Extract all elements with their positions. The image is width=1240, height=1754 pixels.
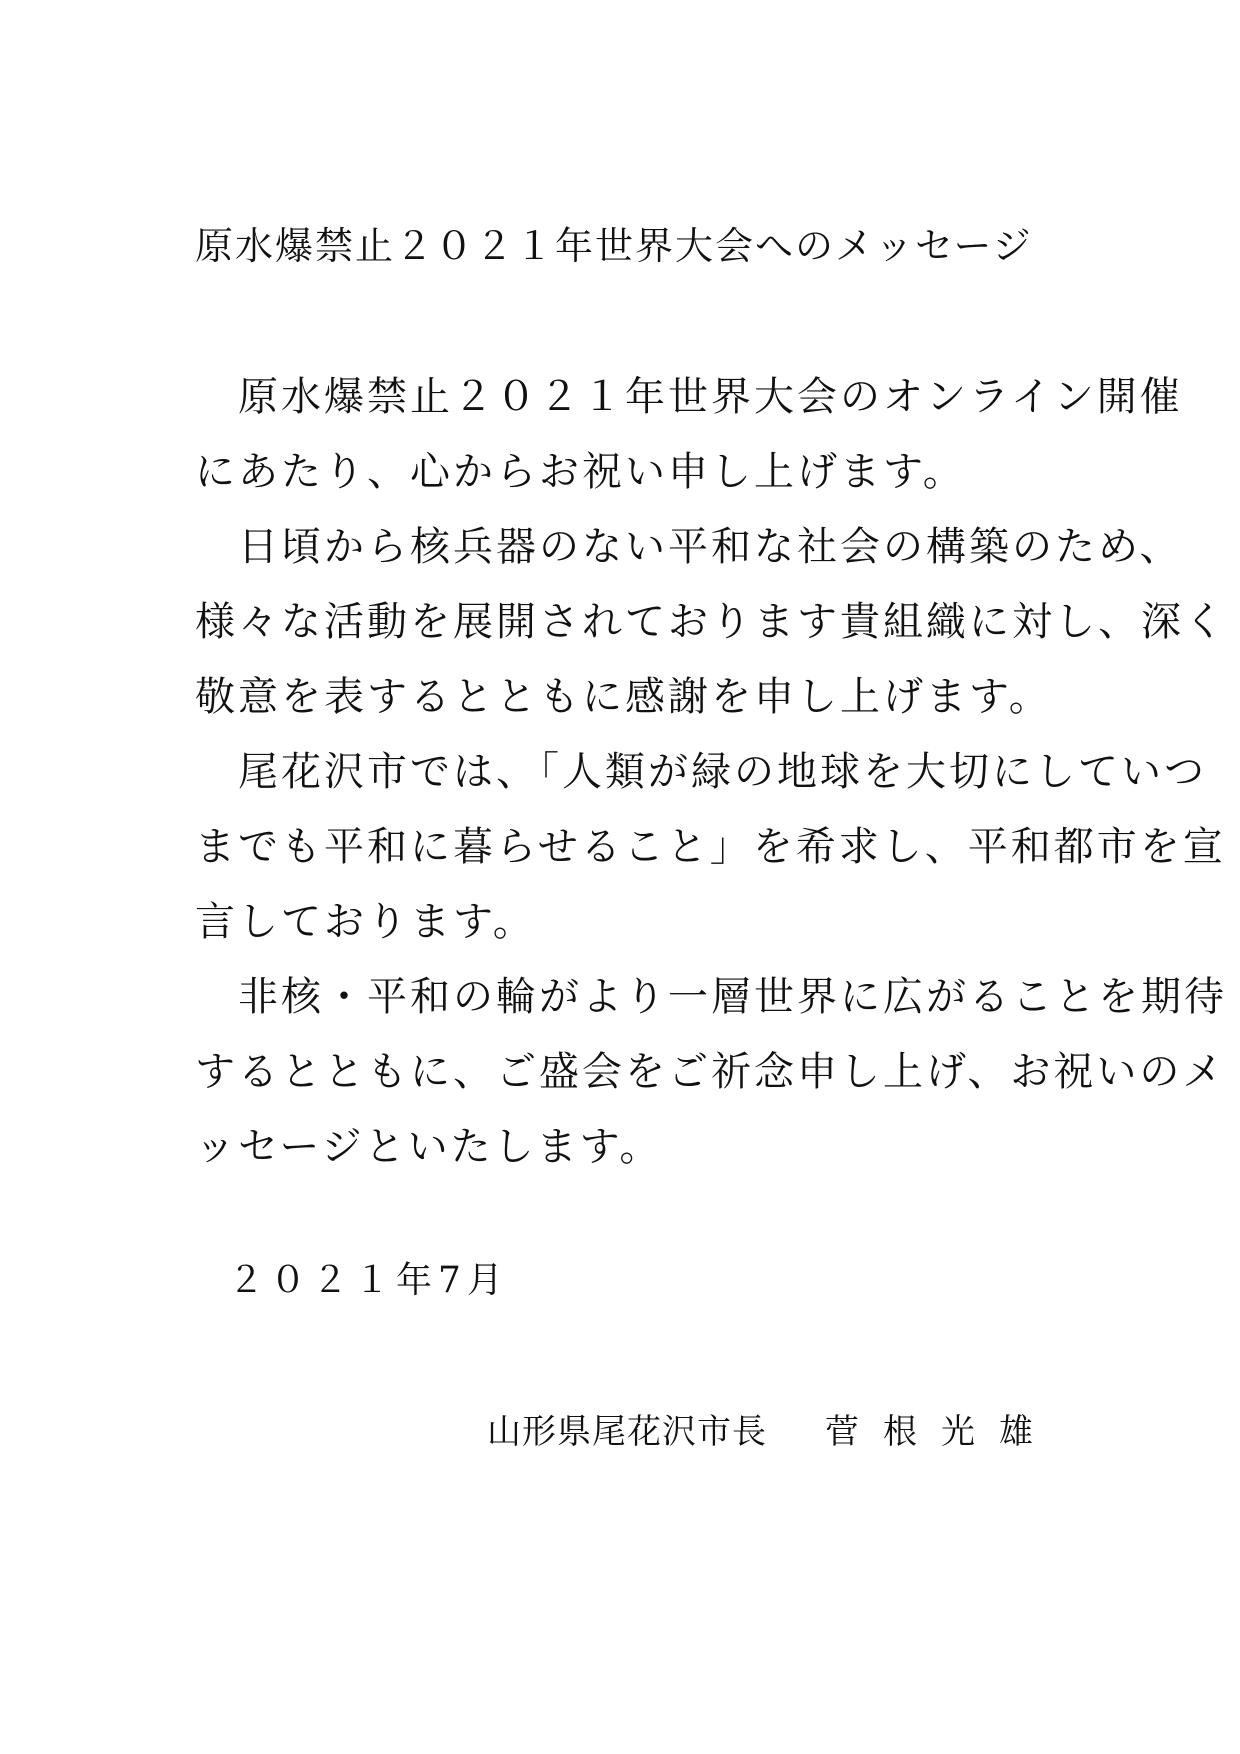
body-line: ッセージといたします。 — [195, 1124, 663, 1170]
document-date: ２０２１年7月 — [228, 1260, 509, 1301]
body-line: 様々な活動を展開されております貴組織に対し、深く — [195, 599, 1227, 645]
body-line: にあたり、心からお祝い申し上げます。 — [195, 449, 966, 495]
body-line: 言しております。 — [195, 899, 536, 945]
body-line: 日頃から核兵器のない平和な社会の構築のため、 — [195, 524, 1183, 570]
signature-organization: 山形県尾花沢市長 — [487, 1412, 767, 1452]
body-line: 尾花沢市では、「人類が緑の地球を大切にしていつ — [195, 749, 1207, 795]
document-title: 原水爆禁止２０２１年世界大会へのメッセージ — [195, 224, 1033, 268]
signature-block — [487, 1410, 1057, 1454]
body-line: 原水爆禁止２０２１年世界大会のオンライン開催 — [195, 374, 1183, 420]
body-line: するとともに、ご盛会をご祈念申し上げ、お祝いのメ — [195, 1049, 1226, 1095]
signature-name: 菅根光雄 — [825, 1412, 1057, 1452]
body-line: までも平和に暮らせること」を希求し、平和都市を宣 — [195, 824, 1226, 870]
body-line: 非核・平和の輪がより一層世界に広がることを期待 — [195, 974, 1227, 1020]
body-line: 敬意を表するとともに感謝を申し上げます。 — [195, 674, 1052, 720]
